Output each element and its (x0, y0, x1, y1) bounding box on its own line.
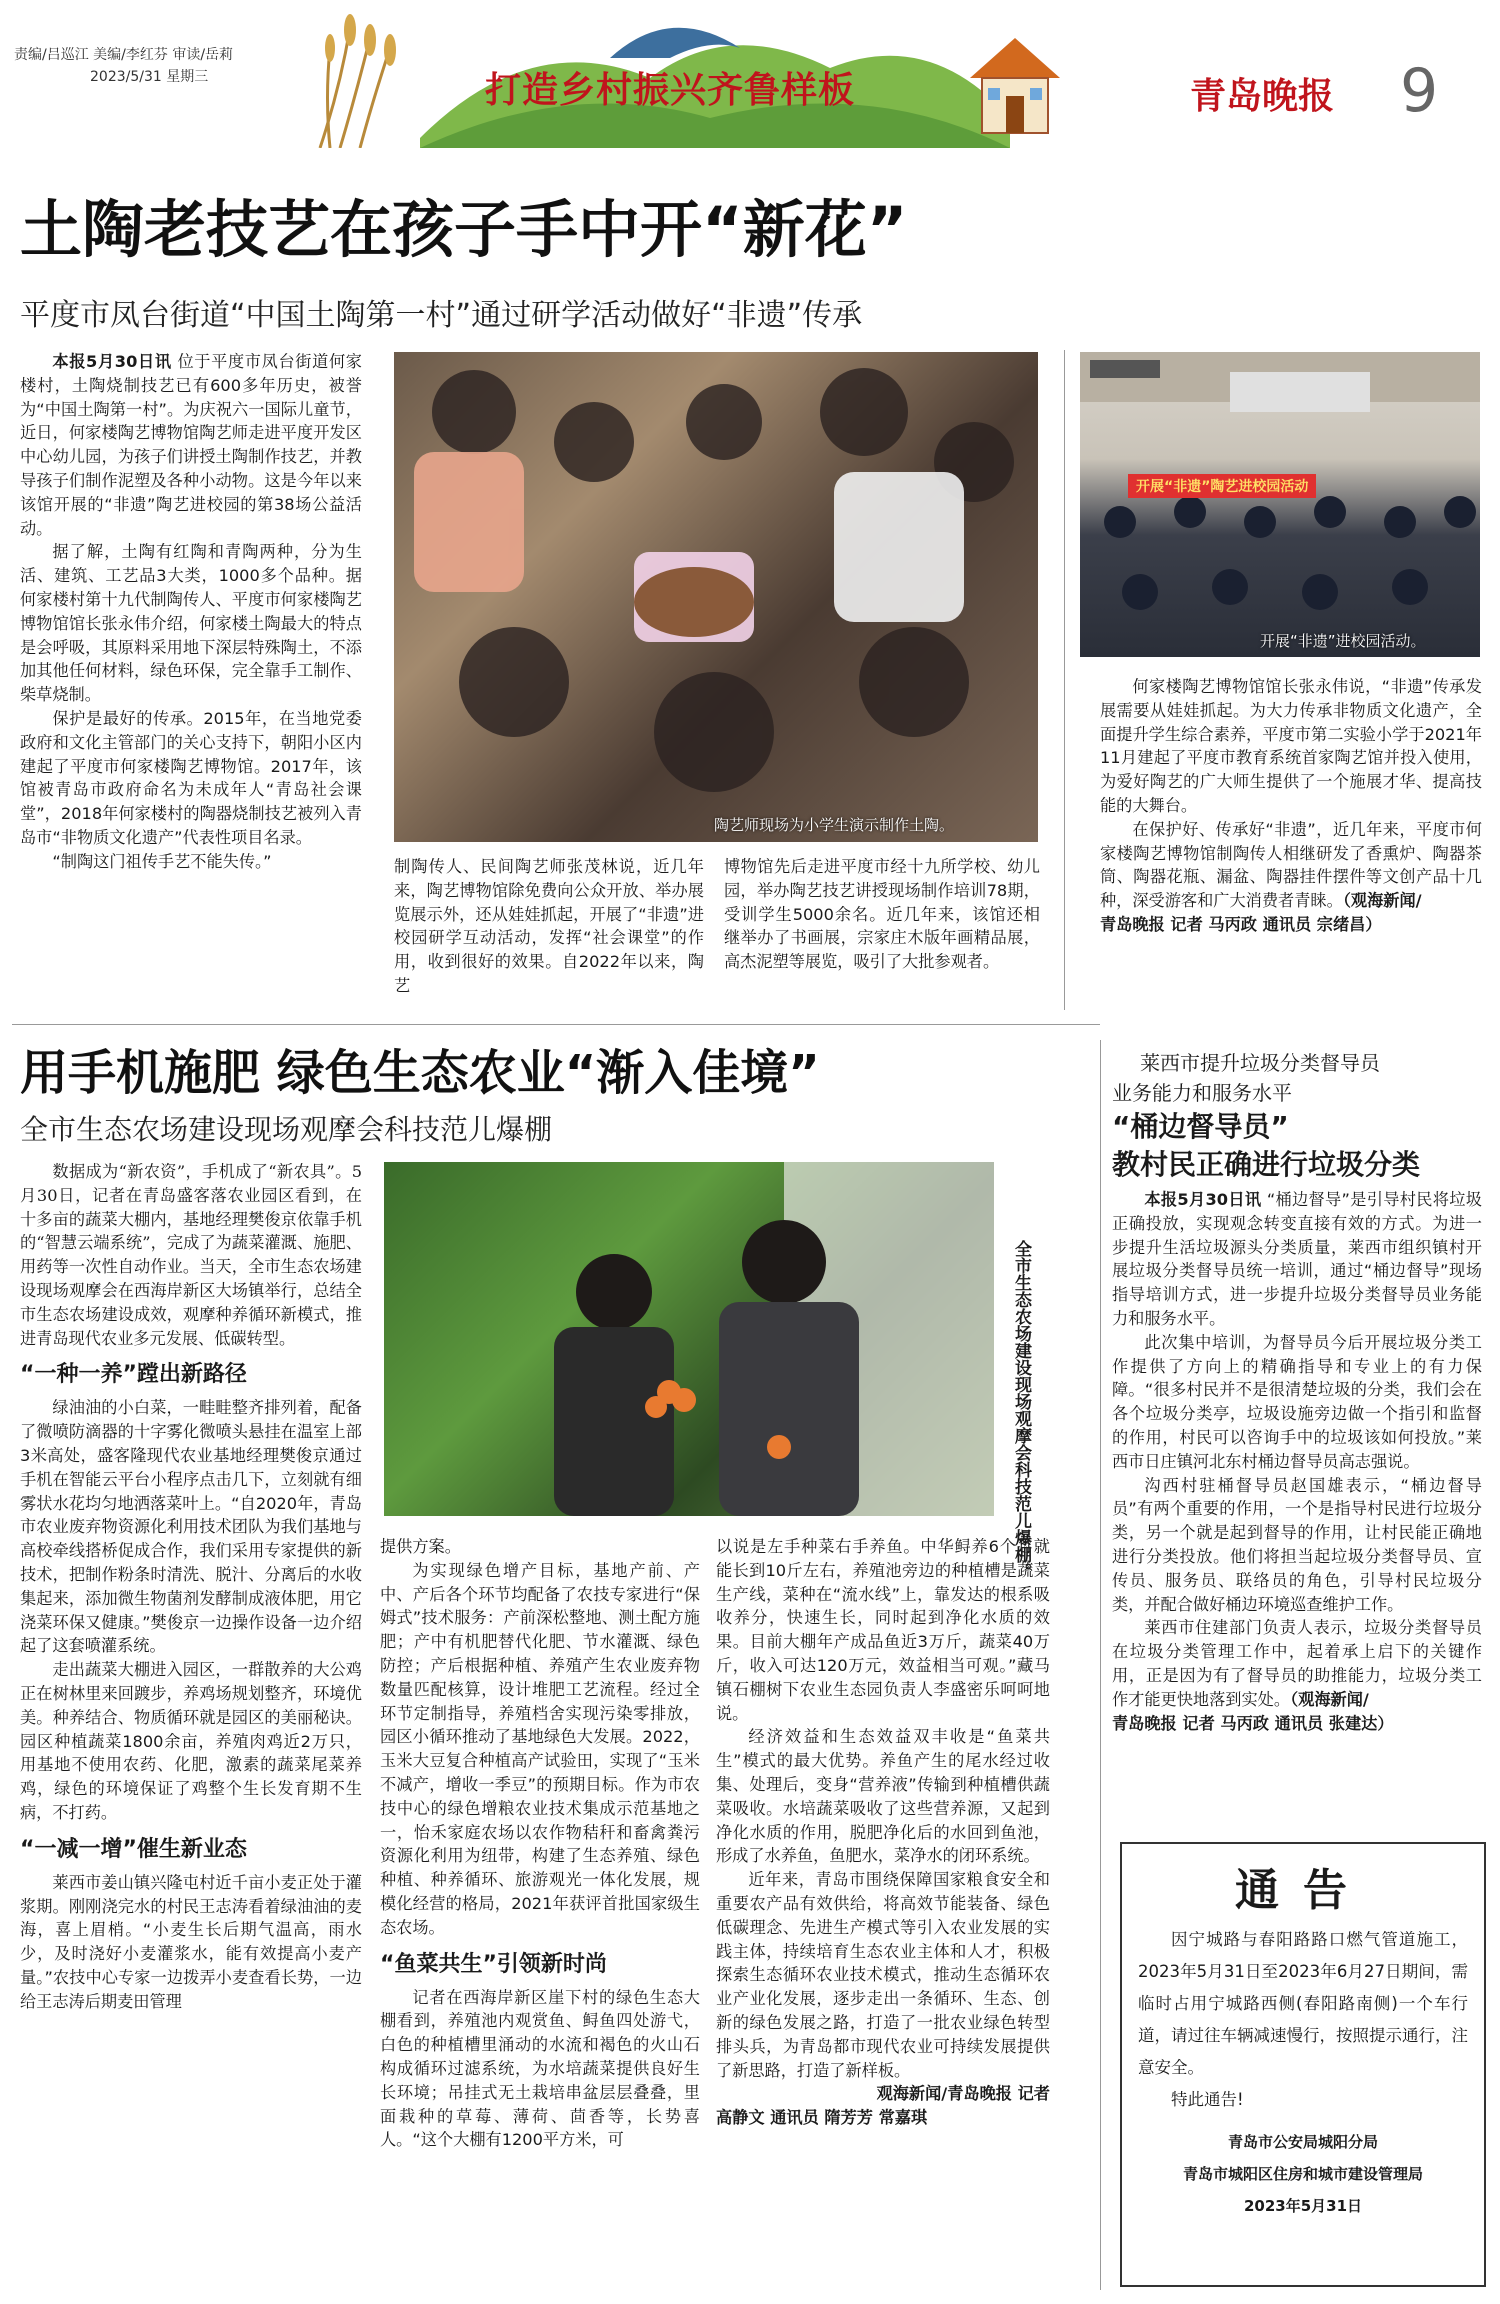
article2-subhead-1: “一种一养”蹚出新路径 (20, 1362, 247, 1388)
column-divider (1100, 1040, 1101, 2290)
article2-column-2: 提供方案。 为实现绿色增产目标，基地产前、产中、产后各个环节均配备了农技专家进行“保姆式”技术服务：产前深松整地、测土配方施肥；产中有机肥替代化肥、节水灌溉、绿色防控；产后根据种植、养殖产生农业废弃物数量匹配核算，设计堆肥工艺流程。经过全环节定制指导，养殖档舍实现污染零排放，园区小循环推动了基地绿色大发展。2022，玉米大豆复合种植高产试验田，实现了“玉米不减产，增收一季豆”的预期目标。作为市农技中心的绿色增粮农业技术集成示范基地之一，怡禾家庭农场以农作物秸秆和畜禽粪污资源化利用为纽带，构建了生态养殖、绿色种植、种养循环、旅游观光一体化发展，规模化经营的格局，2021年获评首批国家级生态农场。 “鱼菜共生”引领新时尚 记者在西海岸新区崖下村的绿色生态大棚看到，养殖池内观赏鱼、鲟鱼四处游弋，白色的种植槽里涌动的水流和褐色的火山石构成循环过滤系统，为水培蔬菜提供良好生长环境；吊挂式无土栽培串盆层层叠叠，里面栽种的草莓、薄荷、茴香等，长势喜人。“这个大棚有1200平方米，可 (380, 1537, 700, 2150)
article1-main-photo (394, 352, 1038, 842)
issue-date: 2023/5/31 星期三 (90, 69, 209, 85)
article2-column-1: 数据成为“新农资”，手机成了“新农具”。5月30日，记者在青岛盛客落农业园区看到，在十多亩的蔬菜大棚内，基地经理樊俊京依靠手机的“智慧云端系统”，完成了为蔬菜灌溉、施肥、用药等一次性自动作业。当天，全市生态农场建设现场观摩会在西海岸新区大场镇举行，总结全市生态农场建设成效，观摩种养循环新模式，推进青岛现代农业多元发展、低碳转型。 “一种一养”蹚出新路径 绿油油的小白菜，一畦畦整齐排列着，配备了微喷防滴器的十字雾化微喷头悬挂在温室上部3米高处，盛客隆现代农业基地经理樊俊京通过手机在智能云平台小程序点击几下，立刻就有细雾状水花均匀地洒落菜叶上。“自2020年，青岛市农业废弃物资源化利用技术团队为我们基地与高校牵线搭桥促成合作，我们采用专家提供的新技术，把制作粉条时清洗、脱汁、分离后的水收集起来，添加微生物菌剂发酵制成液体肥，用它浇菜环保又健康。”樊俊京一边操作设备一边介绍起了这套喷灌系统。 走出蔬菜大棚进入园区，一群散养的大公鸡正在树林里来回踱步，养鸡场规划整齐，环境优美。种养结合、物质循环就是园区的美丽秘诀。园区种植蔬菜1800余亩，养殖肉鸡近2万只，用基地不使用农药、化肥，激素的蔬菜尾菜养鸡，绿色的环境保证了鸡整个生长发育期不生病，不打药。 “一减一增”催生新业态 莱西市姜山镇兴隆屯村近千亩小麦正处于灌浆期。刚刚浇完水的村民王志涛看着绿油油的麦海，喜上眉梢。“小麦生长后期气温高，雨水少，及时浇好小麦灌浆水，能有效提高小麦产量。”农技中心专家一边拨弄小麦查看长势，一边给王志涛后期麦田管理 (20, 1162, 362, 2011)
notice-body: 因宁城路与春阳路路口燃气管道施工，2023年5月31日至2023年6月27日期间，需临时占用宁城路西侧(春阳路南侧)一个车行道，请过往车辆减速慢行，按照提示通行，注意安全。 特此通告! (1122, 1918, 1484, 2116)
article1-paragraph: 保护是最好的传承。2015年，在当地党委政府和文化主管部门的关心支持下，朝阳小区内建起了平度市何家楼陶艺博物馆。2017年，该馆被青岛市政府命名为未成年人“青岛社会课堂”，2018年何家楼村的陶器烧制技艺被列入青岛市“非物质文化遗产”代表性项目名录。 (20, 708, 362, 847)
article3-body: 本报5月30日讯 “桶边督导”是引导村民将垃圾正确投放，实现观念转变直接有效的方式。为进一步提升生活垃圾源头分类质量，莱西市组织镇村开展垃圾分类督导员统一培训，通过“桶边督导”现场指导培训方式，进一步提升垃圾分类督导员业务能力和服务水平。 此次集中培训，为督导员今后开展垃圾分类工作提供了方向上的精确指导和专业上的有力保障。“很多村民并不是很清楚垃圾的分类，我们会在各个垃圾分类亭，垃圾设施旁边做一个指引和监督的作用，村民可以咨询手中的垃圾该如何投放。”莱西市日庄镇河北东村桶边督导员高志强说。 沟西村驻桶督导员赵国雄表示，“桶边督导员”有两个重要的作用，一个是指导村民进行垃圾分类，另一个就是起到督导的作用，让村民能正确地进行分类投放。他们将担当起垃圾分类督导员、宣传员、服务员、联络员的角色，引导村民垃圾分类，并配合做好桶边环境巡查维护工作。 莱西市住建部门负责人表示，垃圾分类督导员在垃圾分类管理工作中，起着承上启下的关键作用，正是因为有了督导员的助推能力，垃圾分类工作才能更快地落到实处。（观海新闻/ 青岛晚报 记者 马丙政 通讯员 张建达） (1112, 1188, 1482, 1828)
article1-side-photo-caption: 开展“非遗”进校园活动。 (1260, 632, 1426, 650)
article1-paragraph: 据了解，土陶有红陶和青陶两种，分为生活、建筑、工艺品3大类，1000多个品种。据何家楼村第十九代制陶传人、平度市何家楼陶艺博物馆馆长张永伟介绍，何家楼土陶最大的特点是会呼吸，其原料采用地下深层特殊陶土，不添加其他任何材料，绿色环保，完全靠手工制作、柴草烧制。 (20, 542, 362, 705)
public-notice-box (1120, 1842, 1486, 2287)
photo-greenhouse (384, 1162, 994, 1516)
article2-title: 用手机施肥 绿色生态农业“渐入佳境” (20, 1045, 820, 1101)
article1-column-2: 制陶传人、民间陶艺师张茂林说，近几年来，陶艺博物馆除免费向公众开放、举办展览展示外，还从娃娃抓起，开展了“非遗”进校园研学互动活动，发挥“社会课堂”的作用，收到很好的效果。自2022年以来，陶艺 (394, 857, 704, 995)
banner-title: 打造乡村振兴齐鲁样板 (485, 70, 856, 111)
article1-column-1 (20, 350, 362, 1000)
notice-signature: 青岛市公安局城阳分局 青岛市城阳区住房和城市建设管理局 2023年5月31日 (1182, 2133, 1423, 2215)
banner-graphic (310, 8, 1110, 148)
page-number: 9 (1400, 56, 1439, 126)
article1-column-3: 博物馆先后走进平度市经十九所学校、幼儿园，举办陶艺技艺讲授现场制作培训78期，受训学生5000余名。近几年来，该馆还相继举办了书画展，宗家庄木版年画精品展，高杰泥塑等展览，吸引了大批参观者。 (724, 857, 1040, 972)
article2-subtitle: 全市生态农场建设现场观摩会科技范儿爆棚 (20, 1113, 553, 1146)
dateline: 本报5月30日讯 (1144, 1190, 1262, 1209)
section-divider (12, 1024, 1100, 1025)
photo-children-pottery (394, 352, 1038, 842)
article1-paragraph-last: 在保护好、传承好“非遗”，近几年来，平度市何家楼陶艺博物馆制陶传人相继研发了香熏炉、陶器茶筒、陶器花瓶、漏盆、陶器挂件摆件等文创产品十几种，深受游客和广大消费者青睐。（观海新闻/ (1100, 819, 1482, 911)
notice-title: 通告 (1235, 1865, 1371, 1916)
article1-paragraph: “制陶这门祖传手艺不能失传。” (52, 851, 272, 871)
column-divider (1064, 350, 1065, 1010)
photo-classroom (1080, 352, 1480, 657)
byline-open: （观海新闻/ (1342, 891, 1422, 911)
article2-subhead-2: “一减一增”催生新业态 (20, 1836, 247, 1862)
article1-subtitle: 平度市凤台街道“中国土陶第一村”通过研学活动做好“非遗”传承 (20, 298, 863, 333)
article2-subhead-3: “鱼菜共生”引领新时尚 (380, 1951, 607, 1977)
article2-photo (384, 1162, 994, 1516)
article1-side-photo (1080, 352, 1480, 657)
notice-closing: 特此通告! (1171, 2090, 1244, 2109)
newspaper-name: 青岛晚报 (1190, 75, 1335, 117)
article2-byline-2: 高静文 通讯员 隋芳芳 常嘉琪 (716, 2108, 928, 2128)
article2-byline: 观海新闻/青岛晚报 记者 (876, 2084, 1050, 2104)
dateline: 本报5月30日讯 (52, 352, 172, 371)
article2-photo-caption-vertical: 全市生态农场建设现场观摩会科技范儿爆棚。 (1011, 1240, 1031, 1580)
page-header (0, 0, 1500, 150)
article1-column-4: 何家楼陶艺博物馆馆长张永伟说，“非遗”传承发展需要从娃娃抓起。为大力传承非物质文化遗产，全面提升学生综合素养，平度市第二实验小学于2021年11月建起了平度市教育系统首家陶艺馆并投入使用，为爱好陶艺的广大师生提供了一个施展才华、提高技能的大舞台。 在保护好、传承好“非遗”，近几年来，平度市何家楼陶艺博物馆制陶传人相继研发了香熏炉、陶器茶筒、陶器花瓶、漏盆、陶器挂件摆件等文创产品十几种，深受游客和广大消费者青睐。（观海新闻/ 青岛晚报 记者 马丙政 通讯员 宗绪昌） (1100, 675, 1482, 1010)
article2-intro: 数据成为“新农资”，手机成了“新农具”。5月30日，记者在青岛盛客落农业园区看到，在十多亩的蔬菜大棚内，基地经理樊俊京依靠手机的“智慧云端系统”，完成了为蔬菜灌溉、施肥、用药等一次性自动作业。当天，全市生态农场建设现场观摩会在西海岸新区大场镇举行，总结全市生态农场建设成效，观摩种养循环新模式，推进青岛现代农业多元发展、低碳转型。 (20, 1162, 362, 1348)
article3-title: “桶边督导员” 教村民正确进行垃圾分类 (1112, 1110, 1421, 1181)
article1-title: 土陶老技艺在孩子手中开“新花” (20, 193, 908, 266)
article2-column-3: 以说是左手种菜右手养鱼。中华鲟养6个月就能长到10斤左右，养殖池旁边的种植槽是蔬菜生产线，菜种在“流水线”上，靠发达的根系吸收养分，快速生长，同时起到净化水质的效果。目前大棚年产成品鱼近3万斤，蔬菜40万斤，收入可达120万元，效益相当可观。”藏马镇石棚树下农业生态园负责人李盛密乐呵呵地说。 经济效益和生态效益双丰收是“鱼菜共生”模式的最大优势。养鱼产生的尾水经过收集、处理后，变身“营养液”传输到种植槽供蔬菜吸收。水培蔬菜吸收了这些营养源，又起到净化水质的作用，脱肥净化后的水回到鱼池，形成了水养鱼，鱼肥水，菜净水的闭环系统。 近年来，青岛市围绕保障国家粮食安全和重要农产品有效供给，将高效节能装备、绿色低碳理念、先进生产模式等引入农业发展的实践主体，持续培育生态农业主体和人才，积极探索生态循环农业技术模式，推动生态循环农业产业化发展，逐步走出一条循环、生态、创新的绿色发展之路，打造了一批农业绿色转型排头兵，为青岛都市现代农业可持续发展提供了新思路，打造了新样板。 观海新闻/青岛晚报 记者 高静文 通讯员 隋芳芳 常嘉琪 (716, 1535, 1050, 2290)
editor-credits: 责编/吕巡江 美编/李红芬 审读/岳莉 (14, 47, 234, 63)
classroom-banner: 开展“非遗”陶艺进校园活动 (1128, 474, 1316, 498)
article3-kicker: 莱西市提升垃圾分类督导员 业务能力和服务水平 (1112, 1051, 1380, 1105)
article1-byline: 青岛晚报 记者 马丙政 通讯员 宗绪昌） (1100, 914, 1382, 934)
article3-byline: 青岛晚报 记者 马丙政 通讯员 张建达） (1112, 1713, 1394, 1733)
article1-paragraph: 本报5月30日讯 位于平度市凤台街道何家楼村，土陶烧制技艺已有600多年历史，被誉为“中国土陶第一村”。为庆祝六一国际儿童节，近日，何家楼陶艺博物馆陶艺师走进平度开发区中心幼儿园，为孩子们讲授土陶制作技艺，并教导孩子们制作泥塑及各种小动物。这是今年以来该馆开展的“非遗”陶艺进校园的第38场公益活动。 (20, 352, 362, 538)
article1-main-photo-caption: 陶艺师现场为小学生演示制作土陶。 (714, 816, 955, 834)
